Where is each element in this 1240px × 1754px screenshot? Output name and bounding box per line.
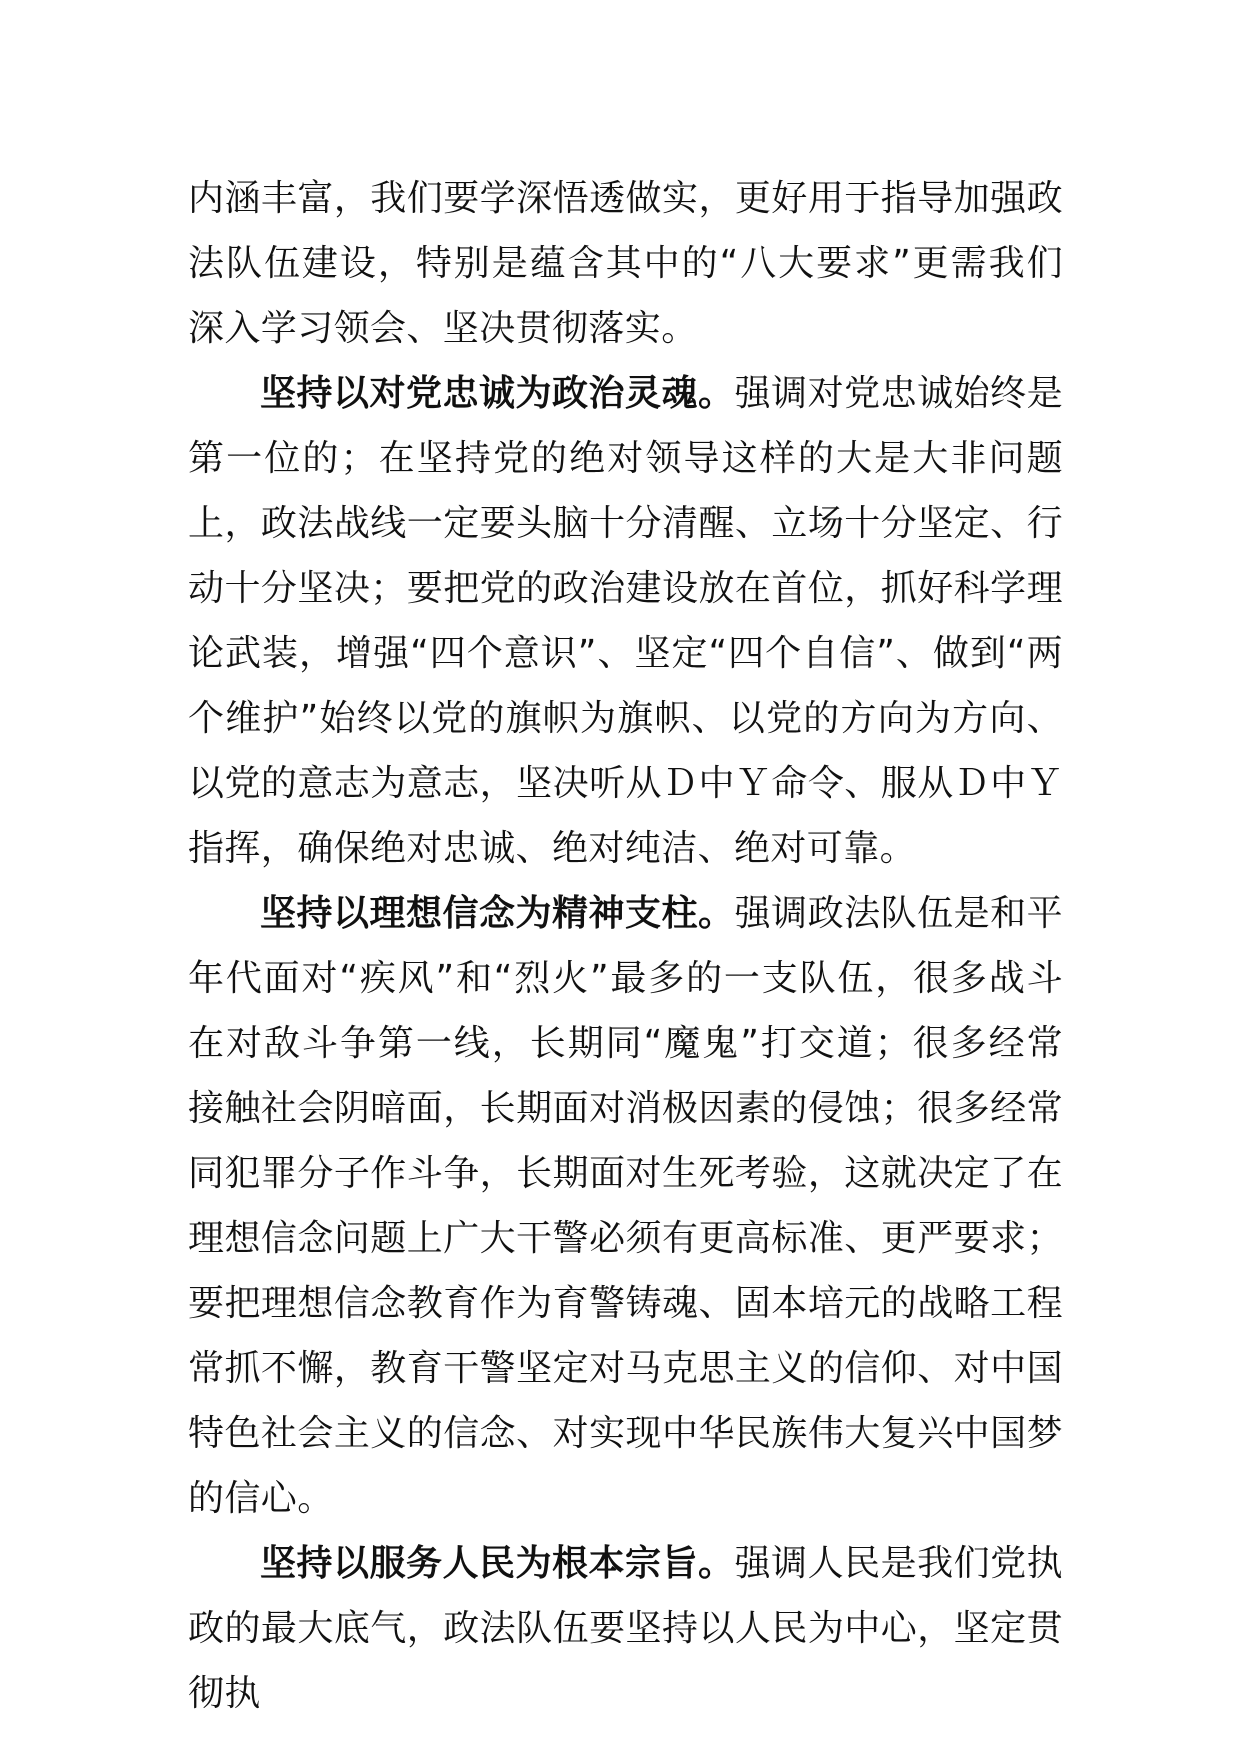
paragraph-serve-people xyxy=(188,1531,1063,1726)
paragraph-ideals-beliefs xyxy=(188,881,1063,1531)
paragraph-text: 内涵丰富，我们要学深悟透做实，更好用于指导加强政法队伍建设，特别是蕴含其中的“八大要求”更需我们深入学习领会、坚决贯彻落实。 xyxy=(188,178,1063,349)
document-body xyxy=(188,166,1063,1726)
paragraph-heading: 坚持以服务人民为根本宗旨。 xyxy=(260,1543,735,1584)
paragraph-political-loyalty xyxy=(188,361,1063,881)
paragraph-heading: 坚持以对党忠诚为政治灵魂。 xyxy=(260,373,735,414)
paragraph-continuation xyxy=(188,166,1063,361)
paragraph-text: 强调人民是我们党执政的最大底气，政法队伍要坚持以人民为中心，坚定贯彻执 xyxy=(188,1543,1063,1714)
paragraph-text: 强调对党忠诚始终是第一位的；在坚持党的绝对领导这样的大是大非问题上，政法战线一定要头脑十分清醒、立场十分坚定、行动十分坚决；要把党的政治建设放在首位，抓好科学理论武装，增强“四个意识”、坚定“四个自信”、做到“两个维护”始终以党的旗帜为旗帜、以党的方向为方向、以党的意志为意志，坚决听从Ｄ中Ｙ命令、服从Ｄ中Ｙ指挥，确保绝对忠诚、绝对纯洁、绝对可靠。 xyxy=(188,373,1063,869)
paragraph-text: 强调政法队伍是和平年代面对“疾风”和“烈火”最多的一支队伍，很多战斗在对敌斗争第一线，长期同“魔鬼”打交道；很多经常接触社会阴暗面，长期面对消极因素的侵蚀；很多经常同犯罪分子作斗争，长期面对生死考验，这就决定了在理想信念问题上广大干警必须有更高标准、更严要求；要把理想信念教育作为育警铸魂、固本培元的战略工程常抓不懈，教育干警坚定对马克思主义的信仰、对中国特色社会主义的信念、对实现中华民族伟大复兴中国梦的信心。 xyxy=(188,893,1063,1519)
paragraph-heading: 坚持以理想信念为精神支柱。 xyxy=(260,893,735,934)
